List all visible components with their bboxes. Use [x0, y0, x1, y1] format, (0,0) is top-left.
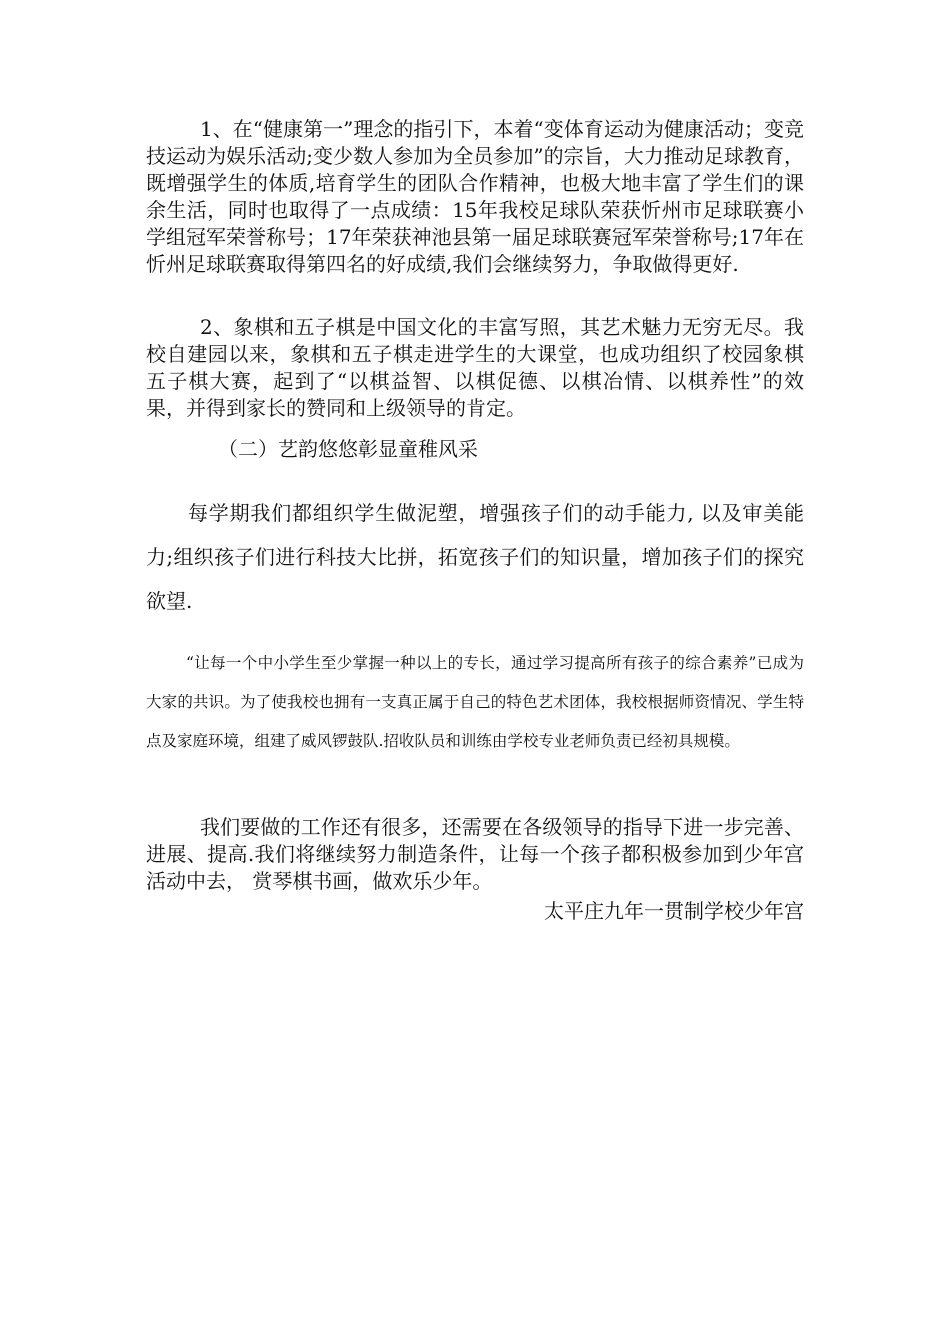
paragraph-conclusion: 我们要做的工作还有很多，还需要在各级领导的指导下进一步完善、进展、提高.我们将继续努力制造条件，让每一个孩子都积极参加到少年宫活动中去， 赏琴棋书画，做欢乐少年。: [146, 815, 804, 893]
signature-line: 太平庄九年一贯制学校少年宫: [544, 899, 804, 923]
paragraph-drum-team: “让每一个中小学生至少掌握一种以上的专长，通过学习提高所有孩子的综合素养”已成为大家的共识。为了使我校也拥有一支真正属于自己的特色艺术团体，我校根据师资情况、学生特点及家庭环境，组建了威风锣鼓队.招收队员和训练由学校专业老师负责已经初具规模。: [146, 654, 804, 750]
section-heading-arts: （二）艺韵悠悠彰显童稚风采: [218, 437, 478, 461]
paragraph-football: 1、在“健康第一”理念的指引下，本着“变体育运动为健康活动；变竞技运动为娱乐活动;变少数人参加为全员参加”的宗旨，大力推动足球教育，既增强学生的体质,培育学生的团队合作精神，也极大地丰富了学生们的课余生活，同时也取得了一点成绩：15年我校足球队荣获忻州市足球联赛小学组冠军荣誉称号；17年荣获神池县第一届足球联赛冠军荣誉称号;17年在忻州足球联赛取得第四名的好成绩,我们会继续努力，争取做得更好.: [146, 117, 804, 276]
paragraph-clay-science: 每学期我们都组织学生做泥塑，增强孩子们的动手能力, 以及审美能力;组织孩子们进行科技大比拼，拓宽孩子们的知识量，增加孩子们的探究欲望.: [146, 501, 804, 613]
paragraph-chess: 2、象棋和五子棋是中国文化的丰富写照，其艺术魅力无穷无尽。我校自建园以来，象棋和五子棋走进学生的大课堂，也成功组织了校园象棋五子棋大赛，起到了“以棋益智、以棋促德、以棋冶情、以棋养性”的效果，并得到家长的赞同和上级领导的肯定。: [146, 315, 804, 420]
